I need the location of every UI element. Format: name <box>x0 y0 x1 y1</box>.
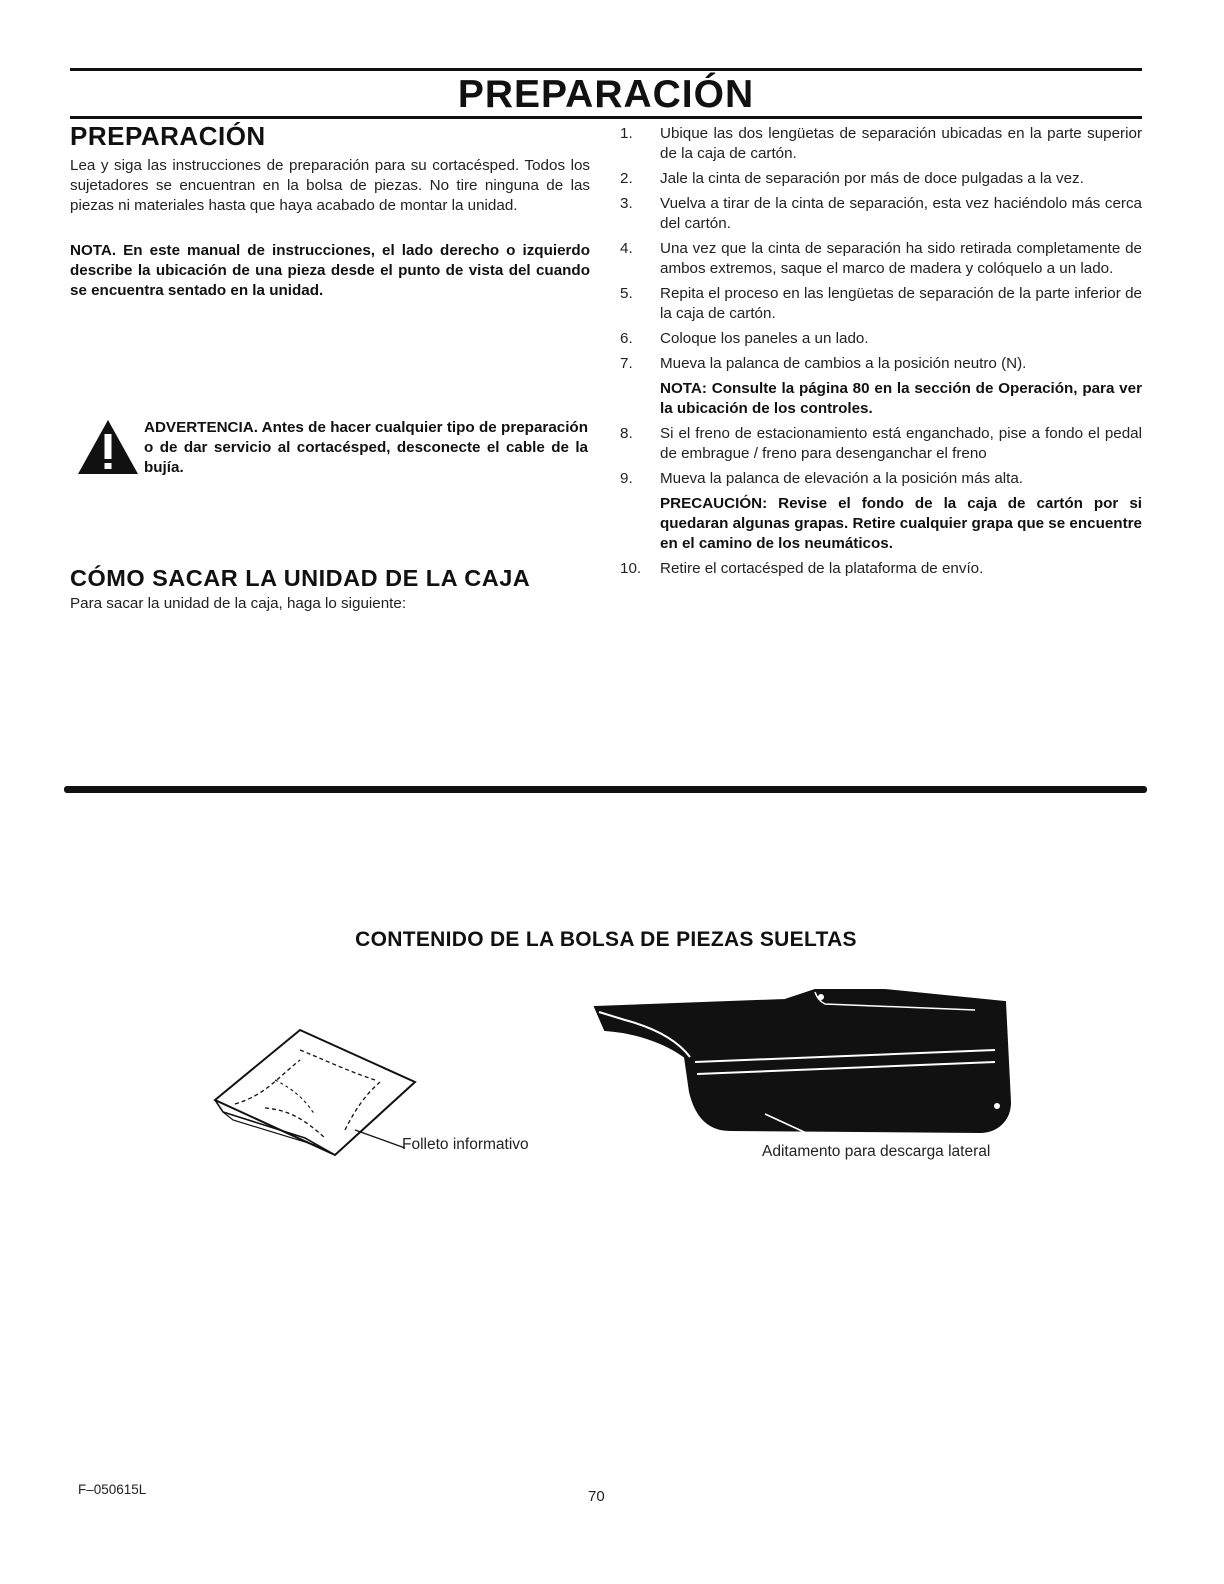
intro-paragraph: Lea y siga las instrucciones de preparación para su cortacésped. Todos los sujetadores se encuentran en la bolsa de piezas. No tire ninguna de las piezas ni materiales hasta que haya acabado de montar la unidad. <box>70 157 590 214</box>
list-item: 7. Mueva la palanca de cambios a la posición neutro (N). NOTA: Consulte la página 80 en la sección de Operación, para ver la ubicación de los controles. <box>620 355 1142 417</box>
booklet-illustration <box>205 1020 435 1160</box>
booklet-label: Folleto informativo <box>402 1136 529 1153</box>
list-item: 10. Retire el cortacésped de la plataforma de envío. <box>620 560 984 577</box>
list-item: 3. Vuelva a tirar de la cinta de separación, esta vez haciéndolo más cerca del cartón. <box>620 195 1142 232</box>
list-item: 5. Repita el proceso en las lengüetas de separación de la parte inferior de la caja de cartón. <box>620 285 1142 322</box>
list-item: 9. Mueva la palanca de elevación a la posición más alta. PRECAUCIÓN: Revise el fondo de la caja de cartón por si quedaran algunas grapas. Retire cualquier grapa que se encuentre en el camino de los neumáticos. <box>620 470 1142 552</box>
list-item: 8. Si el freno de estacionamiento está enganchado, pise a fondo el pedal de embrague / freno para desenganchar el freno <box>620 425 1142 462</box>
warning-triangle-icon <box>76 418 140 476</box>
header-bottom-rule <box>70 116 1142 119</box>
side-discharge-chute-illustration <box>585 982 1025 1142</box>
header-top-rule <box>70 68 1142 71</box>
page-number: 70 <box>588 1488 605 1505</box>
unbox-intro: Para sacar la unidad de la caja, haga lo siguiente: <box>70 595 407 612</box>
warning-text: ADVERTENCIA. Antes de hacer cualquier tipo de preparación o de dar servicio al cortacésped, desconecte el cable de la bujía. <box>144 419 588 476</box>
unbox-steps-list <box>620 124 1142 579</box>
section-heading-unbox: CÓMO SACAR LA UNIDAD DE LA CAJA <box>70 565 531 591</box>
list-item: 1. Ubique las dos lengüetas de separación ubicadas en la parte superior de la caja de cartón. <box>620 125 1142 162</box>
unbox-section <box>70 562 590 614</box>
list-item: 4. Una vez que la cinta de separación ha sido retirada completamente de ambos extremos, saque el marco de madera y colóquelo a un lado. <box>620 240 1142 277</box>
parts-heading: CONTENIDO DE LA BOLSA DE PIEZAS SUELTAS <box>355 928 857 951</box>
orientation-note: NOTA. En este manual de instrucciones, el lado derecho o izquierdo describe la ubicación de una pieza desde el punto de vista del cuando se encuentra sentado en la unidad. <box>70 242 590 299</box>
list-item: 2. Jale la cinta de separación por más de doce pulgadas a la vez. <box>620 170 1084 187</box>
left-column <box>70 120 590 301</box>
steps-column <box>620 124 1142 584</box>
section-heading-preparacion: PREPARACIÓN <box>70 121 266 151</box>
chute-label: Aditamento para descarga lateral <box>762 1143 991 1160</box>
document-code: F–050615L <box>78 1482 147 1497</box>
list-item: 6. Coloque los paneles a un lado. <box>620 330 869 347</box>
section-divider <box>64 786 1147 793</box>
warning-block <box>70 418 590 498</box>
step-note: NOTA: Consulte la página 80 en la sección de Operación, para ver la ubicación de los controles. <box>660 380 1142 417</box>
step-caution: PRECAUCIÓN: Revise el fondo de la caja de cartón por si quedaran algunas grapas. Retire cualquier grapa que se encuentre en el camino de los neumáticos. <box>660 495 1142 552</box>
page-title: PREPARACIÓN <box>457 73 755 116</box>
